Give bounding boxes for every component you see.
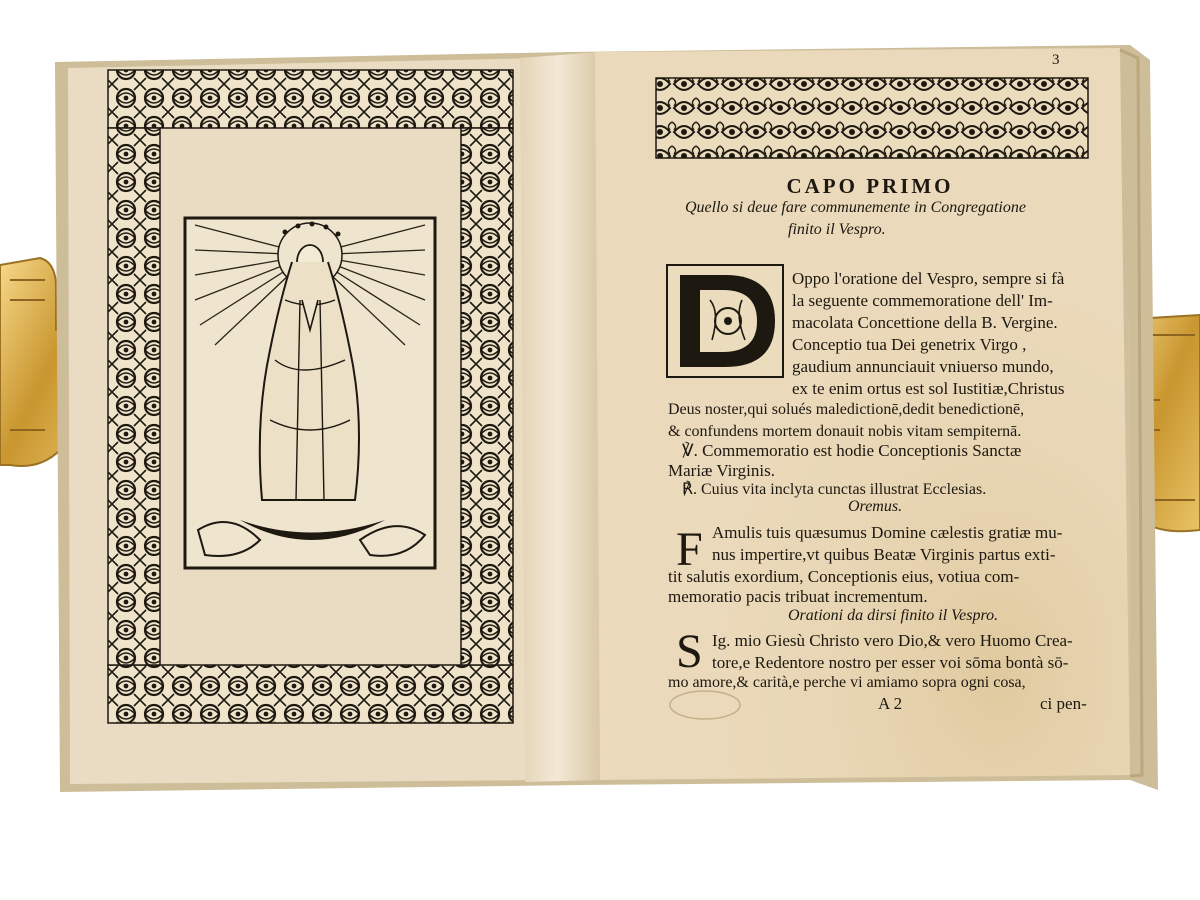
header-ornament-band [656, 78, 1088, 158]
paragraph-1-line-5: gaudium annunciauit vniuerso mundo, [792, 357, 1054, 376]
paragraph-1-line-3: macolata Concettione della B. Vergine. [792, 313, 1058, 332]
paragraph-1-line-4: Conceptio tua Dei genetrix Virgo , [792, 335, 1027, 354]
paragraph-2-line-1: Amulis tuis quæsumus Domine cælestis gratiæ mu- [712, 523, 1063, 542]
page-number: 3 [1052, 52, 1060, 68]
chapter-subtitle-line-2: finito il Vespro. [788, 221, 886, 238]
initial-s: S [676, 625, 703, 678]
paragraph-2-line-3: tit salutis exordium, Conceptionis eius, votiua com- [668, 567, 1020, 586]
madonna-woodcut [185, 218, 435, 568]
paragraph-3-line-1: Ig. mio Giesù Christo vero Dio,& vero Huomo Crea- [712, 631, 1073, 650]
chapter-title: CAPO PRIMO [786, 174, 954, 198]
response: ℟. Cuius vita inclyta cunctas illustrat Ecclesias. [682, 481, 987, 498]
paragraph-2-line-4: memoratio pacis tribuat incrementum. [668, 587, 928, 606]
book-gutter [520, 52, 604, 782]
paragraph-1-line-1: Oppo l'oratione del Vespro, sempre si fà [792, 269, 1065, 288]
orationi-heading: Orationi da dirsi finito il Vespro. [788, 607, 999, 624]
paragraph-1-line-8: & confundens mortem donauit nobis vitam sempiternā. [668, 423, 1022, 440]
paragraph-1-line-6: ex te enim ortus est sol Iustitiæ,Christus [792, 379, 1065, 398]
paragraph-1-line-2: la seguente commemoratione dell' Im- [792, 291, 1053, 310]
oremus: Oremus. [848, 498, 903, 515]
paragraph-3-line-2: tore,e Redentore nostro per esser voi sōma bontà sō- [712, 653, 1069, 672]
signature-mark: A 2 [878, 694, 903, 713]
versicle-cont: Mariæ Virginis. [668, 461, 775, 480]
drop-cap-d-ornament [667, 265, 783, 377]
chapter-subtitle-line-1: Quello si deue fare communemente in Congregatione [685, 199, 1026, 216]
catchword: ci pen- [1040, 694, 1087, 713]
paragraph-2-line-2: nus impertire,vt quibus Beatæ Virginis partus exti- [712, 545, 1056, 564]
paragraph-1-line-7: Deus noster,qui solués maledictionē,dedit benedictionē, [668, 401, 1025, 418]
initial-f: F [676, 523, 703, 576]
paragraph-3-line-3: mo amore,& carità,e perche vi amiamo sopra ogni cosa, [668, 674, 1026, 691]
versicle: ℣. Commemoratio est hodie Conceptionis Sanctæ [682, 441, 1022, 460]
